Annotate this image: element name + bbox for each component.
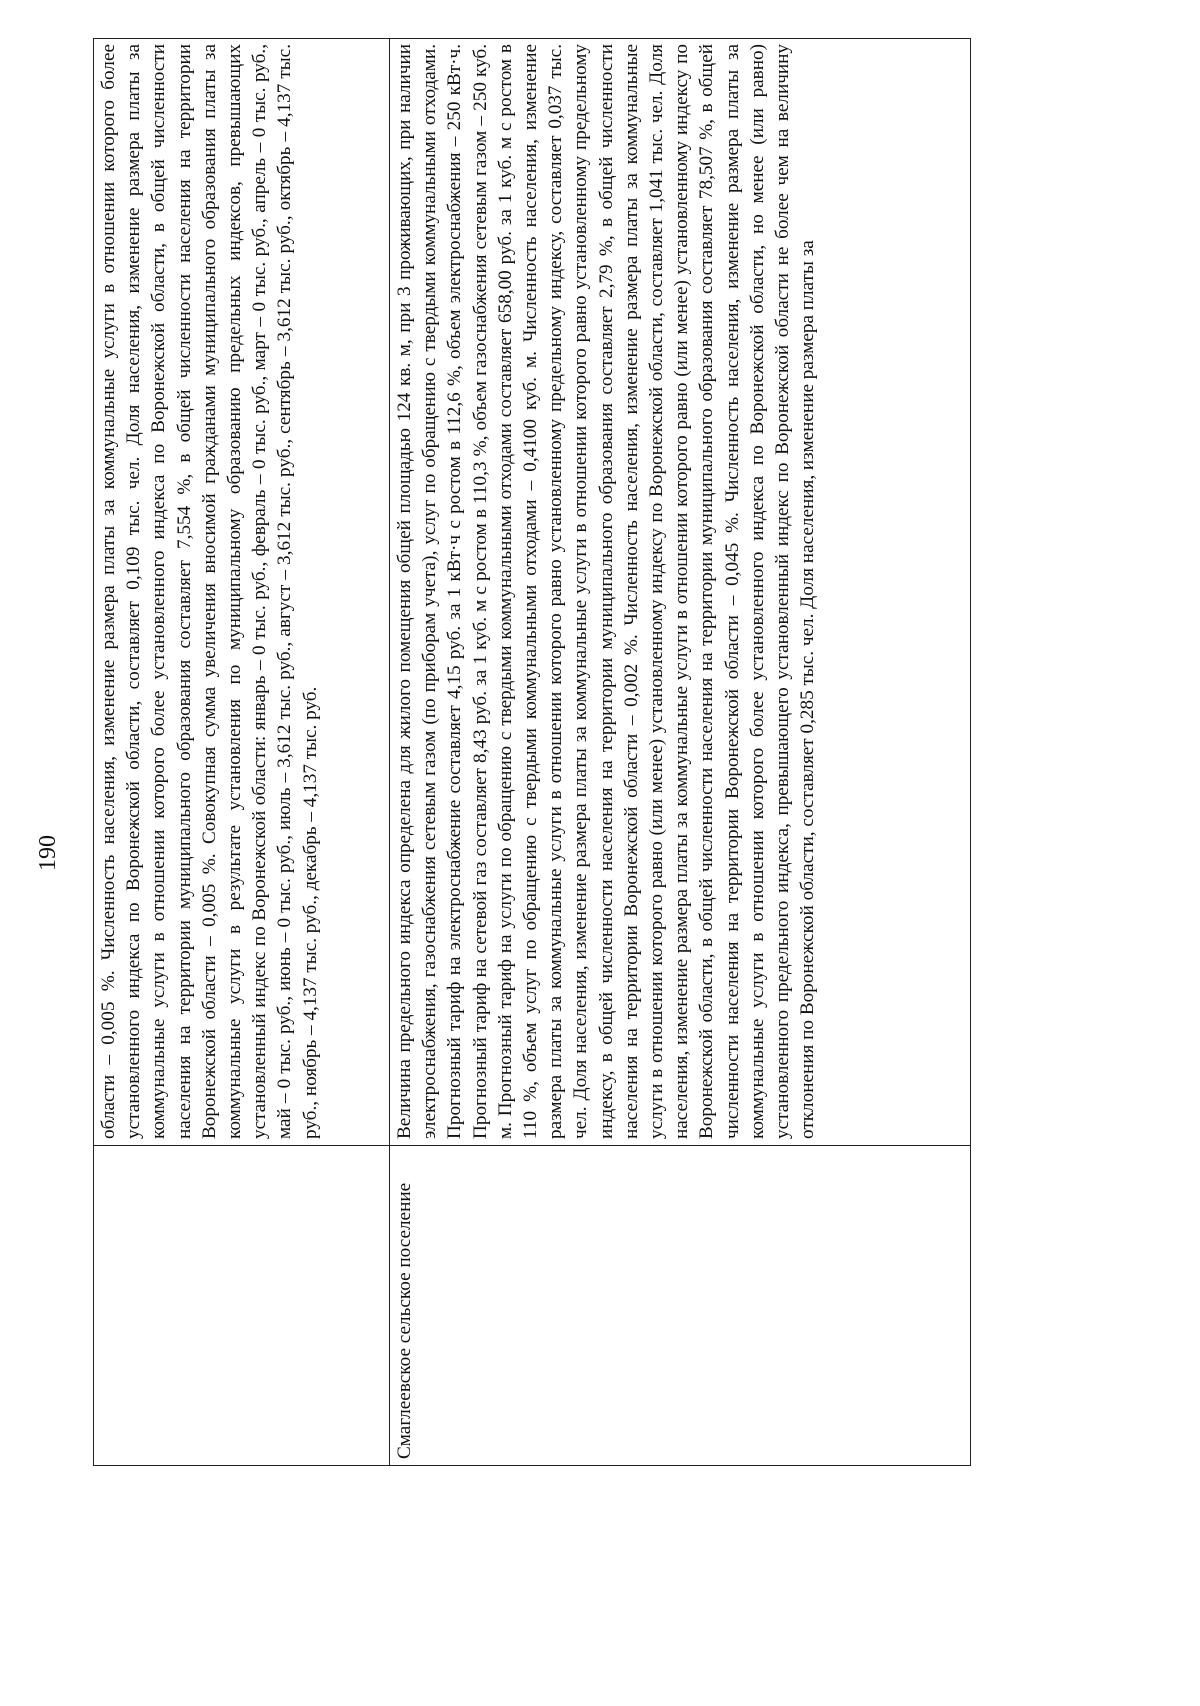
- municipality-name-cell: Смаглеевское сельское поселение: [390, 1146, 971, 1466]
- table-row: [390, 39, 971, 1466]
- document-table: [93, 38, 971, 1466]
- description-cell: Величина предельного индекса определена для жилого помещения общей площадью 124 кв. м, при 3 проживающих, при наличии электроснабжения, газоснабжения сетевым газом (по приборам учета), услуг по обращению с твердыми коммунальными отходами. Прогнозный тариф на электроснабжение составляет 4,15 руб. за 1 кВт·ч с ростом в 112,6 %, объем электроснабжения – 250 кВт·ч. Прогнозный тариф на сетевой газ составляет 8,43 руб. за 1 куб. м с ростом в 110,3 %, объем газоснабжения сетевым газом – 250 куб. м. Прогнозный тариф на услуги по обращению с твердыми коммунальными отходами составляет 658,00 руб. за 1 куб. м с ростом в 110 %, объем услуг по обращению с твердыми коммунальными отходами – 0,4100 куб. м. Численность населения, изменение размера платы за коммунальные услуги в отношении которого равно установленному предельному индексу, составляет 0,037 тыс. чел. Доля населения, изменение размера платы за коммунальные услуги в отношении которого равно установленному предельному индексу, в общей численности населения на территории муниципального образования составляет 2,79 %, в общей численности населения на территории Воронежской области – 0,002 %. Численность населения, изменение размера платы за коммунальные услуги в отношении которого равно (или менее) установленному индексу по Воронежской области, составляет 1,041 тыс. чел. Доля населения, изменение размера платы за коммунальные услуги в отношении которого равно (или менее) установленному индексу по Воронежской области, в общей численности населения на территории муниципального образования составляет 78,507 %, в общей численности населения на территории Воронежской области – 0,045 %. Численность населения, изменение размера платы за коммунальные услуги в отношении которого более установленного индекса по Воронежской области, но менее (или равно) установленного предельного индекса, превышающего установленный индекс по Воронежской области не более чем на величину отклонения по Воронежской области, составляет 0,285 тыс. чел. Доля населения, изменение размера платы за: [390, 39, 971, 1146]
- page-number: 190: [35, 835, 61, 871]
- table-row: [94, 39, 390, 1466]
- description-cell: области – 0,005 %. Численность населения, изменение размера платы за коммунальные услуги в отношении которого более установленного индекса по Воронежской области, составляет 0,109 тыс. чел. Доля населения, изменение размера платы за коммунальные услуги в отношении которого более установленного индекса по Воронежской области, в общей численности населения на территории муниципального образования составляет 7,554 %, в общей численности населения на территории Воронежской области – 0,005 %. Совокупная сумма увеличения вносимой гражданами муниципального образования платы за коммунальные услуги в результате установления по муниципальному образованию предельных индексов, превышающих установленный индекс по Воронежской области: январь – 0 тыс. руб., февраль – 0 тыс. руб., март – 0 тыс. руб., апрель – 0 тыс. руб., май – 0 тыс. руб., июнь – 0 тыс. руб., июль – 3,612 тыс. руб., август – 3,612 тыс. руб., сентябрь – 3,612 тыс. руб., октябрь – 4,137 тыс. руб., ноябрь – 4,137 тыс. руб., декабрь – 4,137 тыс. руб.: [94, 39, 390, 1146]
- municipality-name-cell: [94, 1146, 390, 1466]
